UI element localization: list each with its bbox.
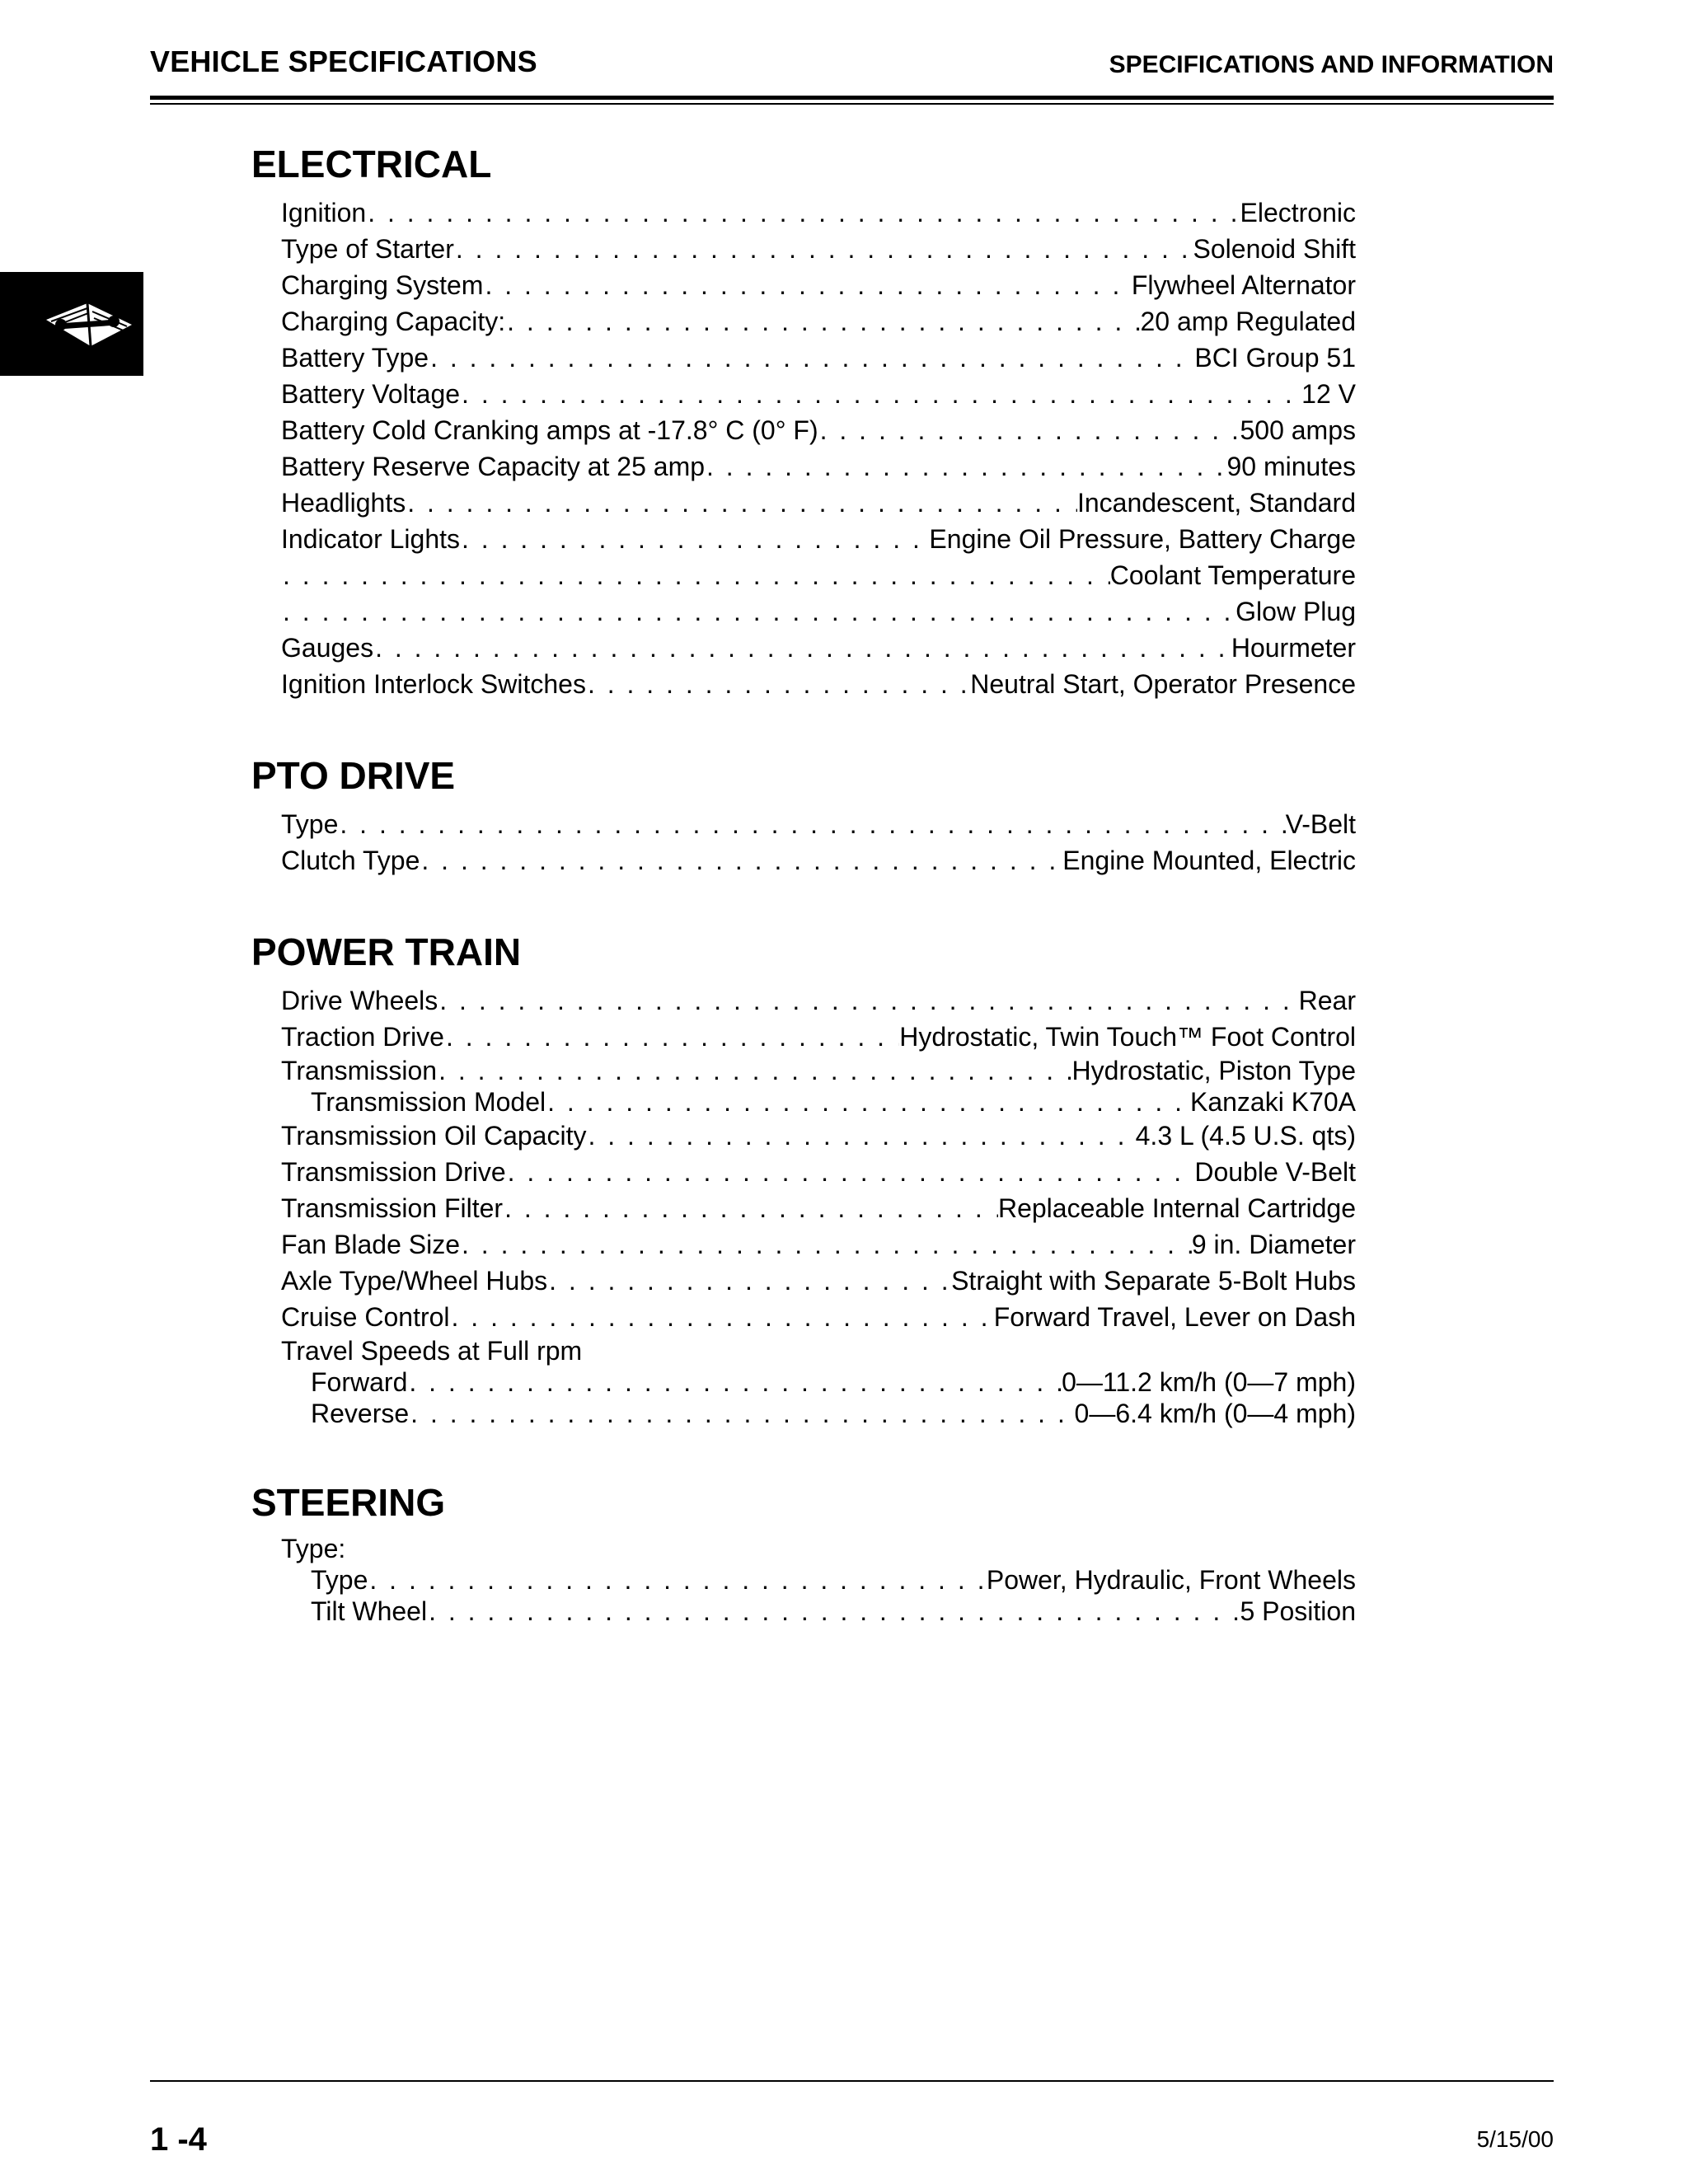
spec-row [281, 1299, 1356, 1335]
spec-label: Battery Cold Cranking amps at -17.8° C (0° F) [281, 415, 818, 445]
dot-leader [460, 376, 1301, 412]
dot-leader [505, 303, 1140, 340]
spec-value: Hydrostatic, Piston Type [1071, 1056, 1356, 1085]
spec-row [281, 521, 1356, 557]
spec-label: Battery Reserve Capacity at 25 amp [281, 452, 706, 481]
header-rule-thin [150, 103, 1554, 105]
spec-value: Rear [1298, 986, 1356, 1015]
dot-leader [460, 1226, 1192, 1263]
spec-label: Clutch Type [281, 846, 420, 875]
spec-label: Reverse [311, 1399, 410, 1428]
spec-label: Charging Capacity: [281, 307, 506, 336]
spec-row [281, 630, 1356, 666]
section-title-power-train: POWER TRAIN [251, 930, 522, 973]
spec-content [251, 138, 1356, 1627]
spec-row [281, 231, 1356, 267]
dot-leader [427, 1596, 1240, 1627]
spec-value: 12 V [1301, 379, 1356, 409]
spec-value: Engine Mounted, Electric [1062, 846, 1356, 875]
spec-row [281, 1263, 1356, 1299]
spec-row [281, 557, 1356, 593]
dot-leader [407, 1366, 1062, 1398]
section-title-pto-drive: PTO DRIVE [251, 754, 456, 797]
dot-leader [406, 485, 1077, 521]
dot-leader [454, 231, 1193, 267]
spec-value: BCI Group 51 [1194, 343, 1356, 373]
spec-label: Transmission [281, 1056, 438, 1085]
spec-label: Battery Voltage [281, 379, 461, 409]
spec-value: 20 amp Regulated [1140, 307, 1356, 336]
spec-value: 0—11.2 km/h (0—7 mph) [1062, 1367, 1356, 1397]
spec-value: Solenoid Shift [1193, 234, 1356, 264]
spec-label: Indicator Lights [281, 524, 461, 554]
spec-row [281, 842, 1356, 879]
spec-value: 90 minutes [1226, 452, 1356, 481]
spec-row [281, 267, 1356, 303]
spec-label: Transmission Filter [281, 1193, 504, 1223]
page-number: 1 -4 [150, 2121, 207, 2158]
dot-leader [366, 194, 1240, 231]
dot-leader [547, 1263, 951, 1299]
spec-row [281, 982, 1356, 1019]
spec-row [281, 448, 1356, 485]
header-chapter-title: SPECIFICATIONS AND INFORMATION [1109, 51, 1554, 78]
spec-label: Headlights [281, 488, 406, 518]
spec-value: Neutral Start, Operator Presence [970, 669, 1356, 699]
dot-leader [705, 448, 1226, 485]
spec-value: Electronic [1240, 198, 1356, 227]
spec-row [281, 1055, 1356, 1086]
travel-speeds-heading [281, 1335, 1356, 1366]
dot-leader [444, 1019, 899, 1055]
spec-row [281, 1596, 1356, 1627]
spec-label: Axle Type/Wheel Hubs [281, 1266, 548, 1296]
spec-value: Coolant Temperature [1109, 560, 1356, 590]
spec-label: Type of Starter [281, 234, 454, 264]
spec-row [281, 1154, 1356, 1190]
pto-drive-list [281, 806, 1356, 879]
section-title-steering: STEERING [251, 1481, 446, 1524]
dot-leader [338, 806, 1285, 842]
spec-row [281, 1398, 1356, 1429]
spec-value: Kanzaki K70A [1189, 1087, 1356, 1117]
spec-row [281, 1190, 1356, 1226]
dot-leader [437, 1055, 1071, 1086]
chapter-tab [0, 272, 143, 376]
spec-label: Type: [281, 1534, 346, 1563]
dot-leader [373, 630, 1231, 666]
dot-leader [409, 1398, 1074, 1429]
spec-label: Tilt Wheel [311, 1596, 428, 1626]
dot-leader [429, 340, 1194, 376]
spec-value: Straight with Separate 5-Bolt Hubs [951, 1266, 1356, 1296]
power-train-list [281, 982, 1356, 1429]
spec-label: Transmission Drive [281, 1157, 506, 1187]
spec-value: V-Belt [1285, 809, 1356, 839]
spec-label: Drive Wheels [281, 986, 438, 1015]
spec-label: Forward [311, 1367, 408, 1397]
dot-leader [368, 1564, 986, 1596]
spec-label: Transmission Model [311, 1087, 546, 1117]
spec-value: Power, Hydraulic, Front Wheels [986, 1565, 1356, 1595]
dot-leader [546, 1086, 1190, 1118]
spec-row [281, 1118, 1356, 1154]
spec-value: Hourmeter [1231, 633, 1356, 663]
header-rule-thick [150, 96, 1554, 100]
spec-row [281, 340, 1356, 376]
spec-label: Fan Blade Size [281, 1230, 461, 1259]
spec-value: Double V-Belt [1194, 1157, 1356, 1187]
spec-row [281, 376, 1356, 412]
dot-leader [281, 593, 1236, 630]
spec-row [281, 412, 1356, 448]
spec-value: Flywheel Alternator [1131, 270, 1356, 300]
dot-leader [438, 982, 1298, 1019]
spec-label: Gauges [281, 633, 374, 663]
spec-row [281, 1564, 1356, 1596]
steering-list [281, 1533, 1356, 1627]
electrical-list [281, 194, 1356, 702]
spec-value: Incandescent, Standard [1076, 488, 1356, 518]
spec-value: 0—6.4 km/h (0—4 mph) [1074, 1399, 1356, 1428]
spec-value: Forward Travel, Lever on Dash [993, 1302, 1356, 1332]
spec-value: Hydrostatic, Twin Touch™ Foot Control [899, 1022, 1356, 1052]
dot-leader [818, 412, 1240, 448]
spec-label: Charging System [281, 270, 484, 300]
footer-rule [150, 2080, 1554, 2082]
spec-row [281, 194, 1356, 231]
spec-label: Battery Type [281, 343, 429, 373]
dot-leader [460, 521, 929, 557]
spec-label: Type [311, 1565, 368, 1595]
book-wrench-icon [43, 297, 135, 351]
dot-leader [450, 1299, 994, 1335]
spec-value: 4.3 L (4.5 U.S. qts) [1135, 1121, 1356, 1151]
spec-label: Type [281, 809, 339, 839]
steering-type-heading [281, 1533, 1356, 1564]
spec-value: Engine Oil Pressure, Battery Charge [929, 524, 1356, 554]
spec-row [281, 666, 1356, 702]
dot-leader [506, 1154, 1195, 1190]
spec-row [281, 593, 1356, 630]
spec-value: Replaceable Internal Cartridge [997, 1193, 1356, 1223]
dot-leader [281, 557, 1110, 593]
spec-label: Ignition [281, 198, 367, 227]
spec-row [281, 1019, 1356, 1055]
spec-label: Travel Speeds at Full rpm [281, 1336, 583, 1366]
spec-row [281, 1226, 1356, 1263]
spec-row [281, 485, 1356, 521]
dot-leader [483, 267, 1131, 303]
dot-leader [420, 842, 1062, 879]
revision-date: 5/15/00 [1476, 2126, 1554, 2152]
spec-value: Glow Plug [1236, 597, 1356, 626]
spec-row [281, 1086, 1356, 1118]
dot-leader [586, 666, 970, 702]
spec-value: 5 Position [1240, 1596, 1356, 1626]
spec-label: Ignition Interlock Switches [281, 669, 586, 699]
header-section-title: VEHICLE SPECIFICATIONS [150, 45, 537, 78]
spec-value: 500 amps [1240, 415, 1356, 445]
dot-leader [586, 1118, 1135, 1154]
spec-label: Transmission Oil Capacity [281, 1121, 587, 1151]
section-title-electrical: ELECTRICAL [251, 143, 492, 185]
spec-row [281, 806, 1356, 842]
spec-label: Traction Drive [281, 1022, 444, 1052]
spec-row [281, 303, 1356, 340]
dot-leader [503, 1190, 998, 1226]
spec-label: Cruise Control [281, 1302, 450, 1332]
spec-value: 9 in. Diameter [1191, 1230, 1356, 1259]
spec-row [281, 1366, 1356, 1398]
